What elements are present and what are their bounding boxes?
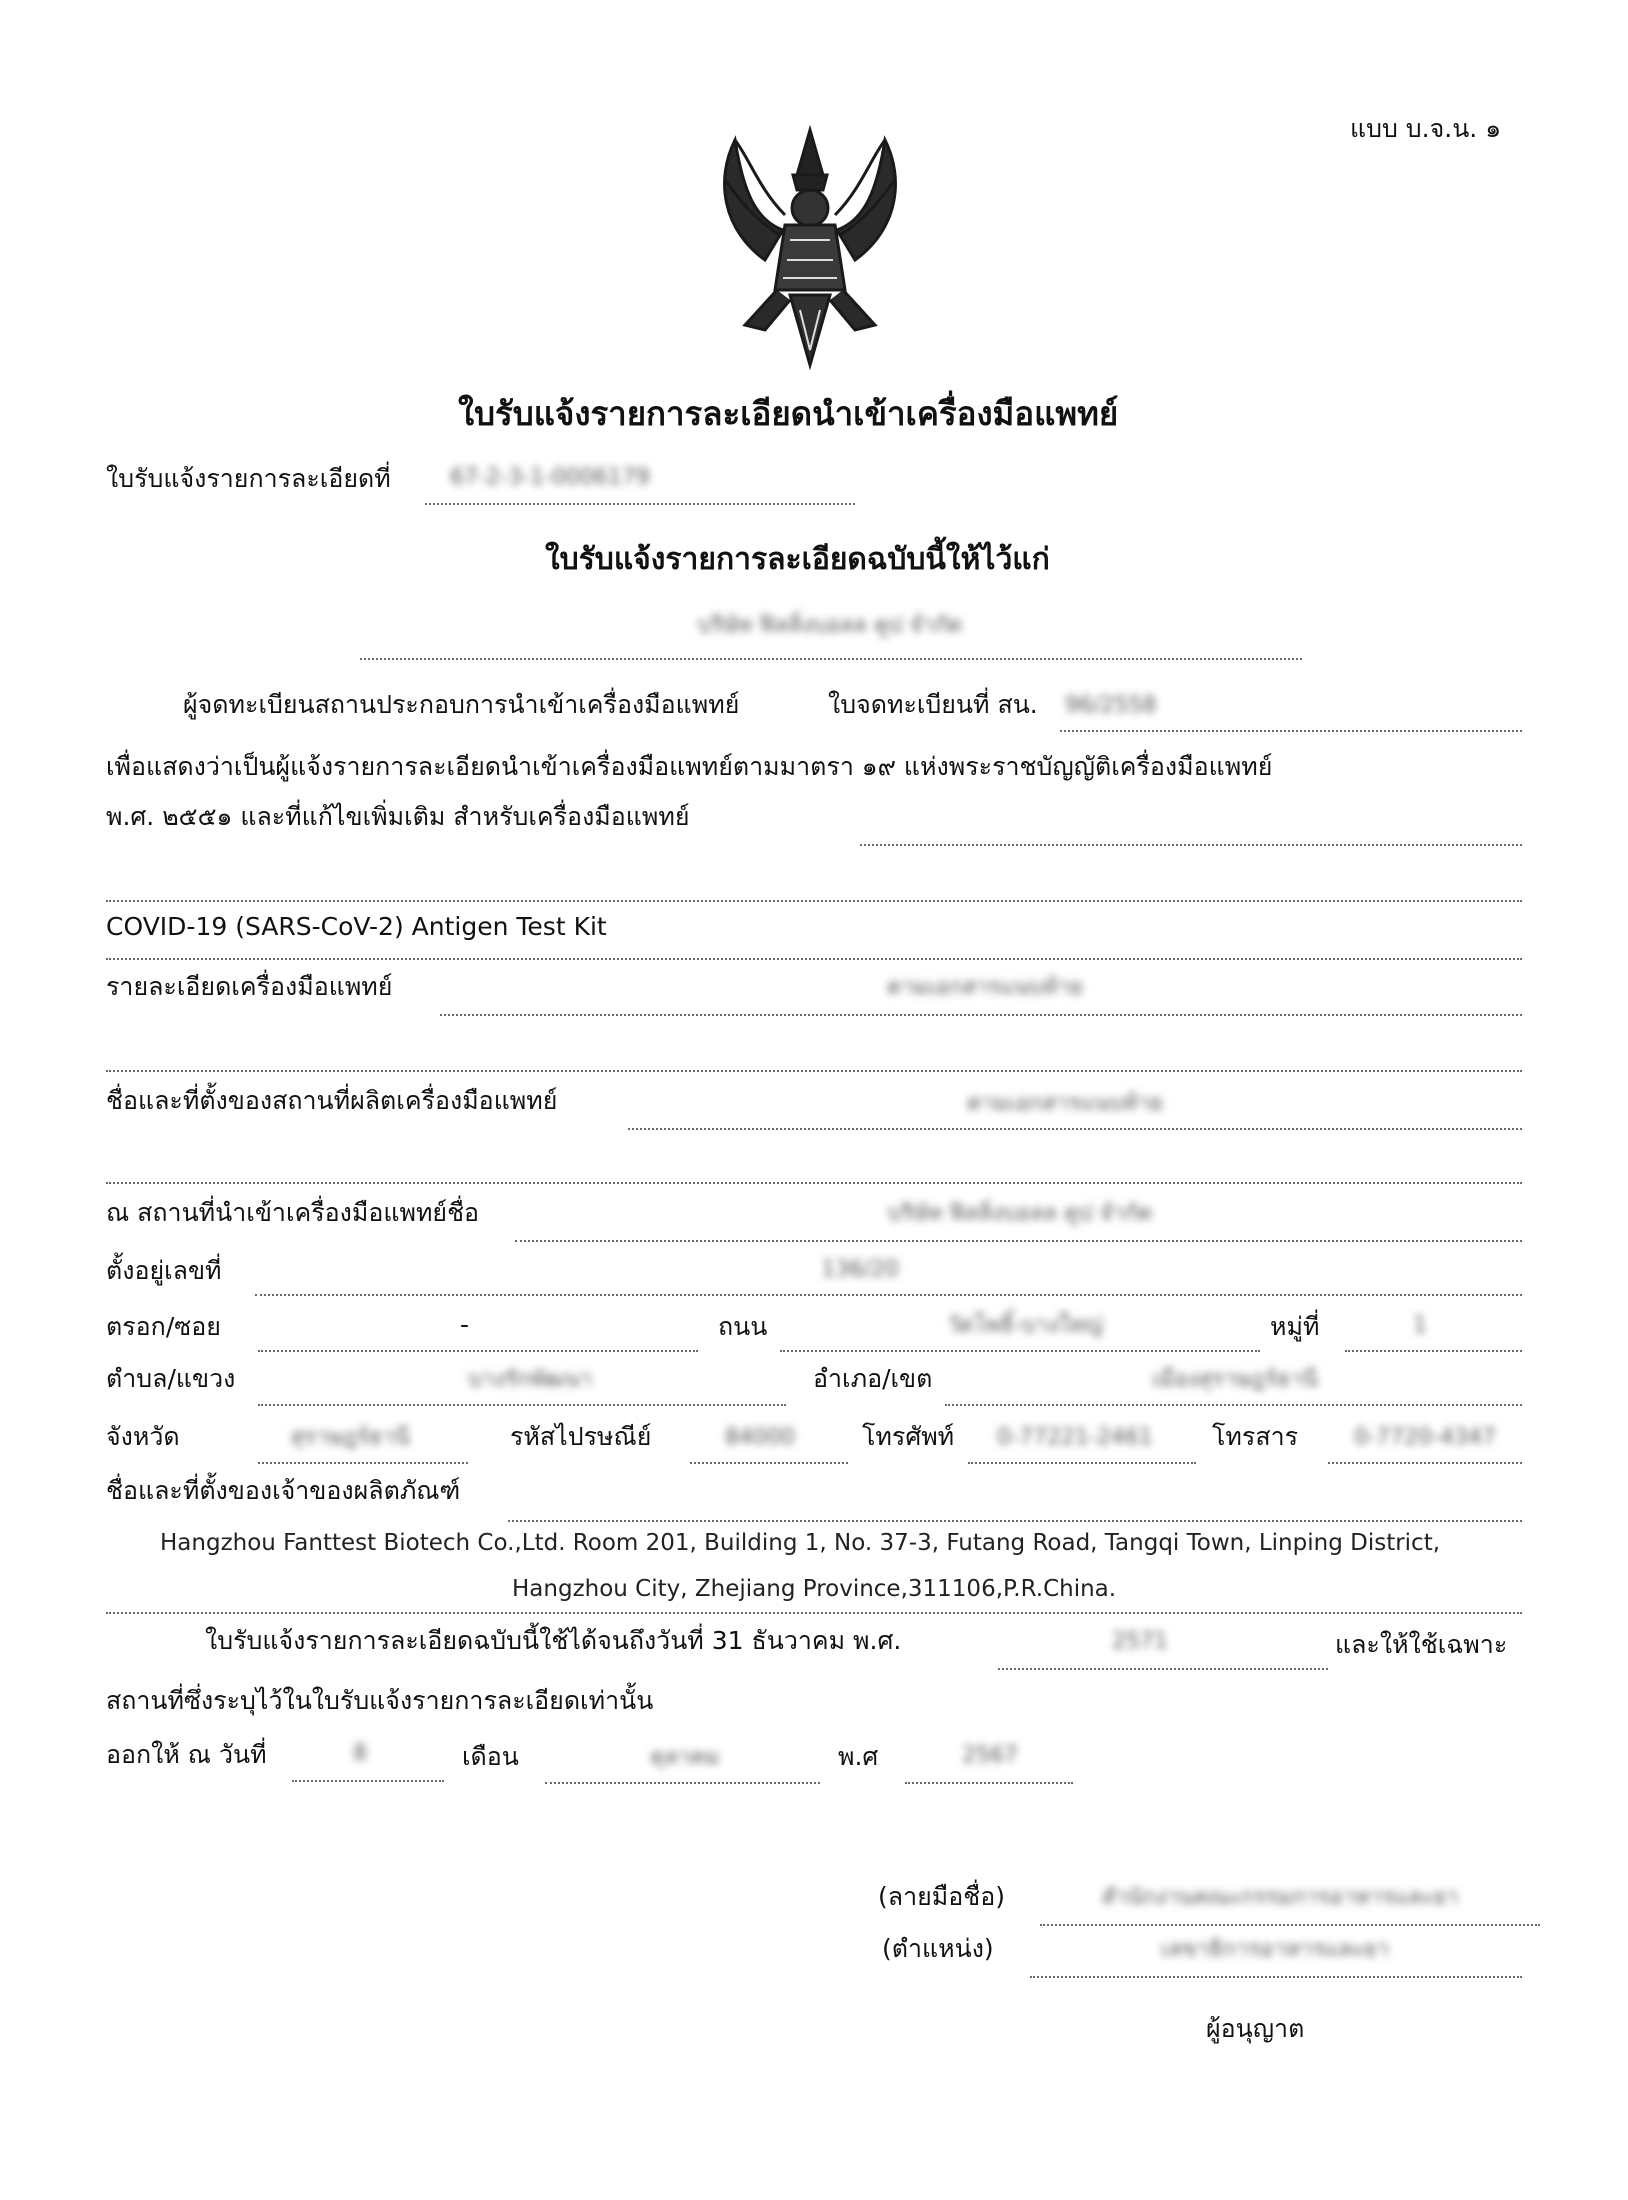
document-title: ใบรับแจ้งรายการละเอียดนำเข้าเครื่องมือแพทย์	[458, 394, 1119, 433]
owner-line-2	[106, 1612, 1522, 1614]
validity-text: ใบรับแจ้งรายการละเอียดฉบับนี้ใช้ได้จนถึงวันที่ 31 ธันวาคม พ.ศ.	[205, 1626, 902, 1655]
road-value: วัดโพธิ์-บางใหญ่	[947, 1313, 1103, 1338]
import-site-label: ณ สถานที่นำเข้าเครื่องมือแพทย์ชื่อ	[106, 1198, 480, 1227]
garuda-emblem-icon	[705, 120, 915, 370]
issued-month-line	[545, 1782, 820, 1784]
district-label: อำเภอ/เขต	[813, 1364, 933, 1393]
license-line	[1060, 730, 1522, 732]
position-label: (ตำแหน่ง)	[882, 1934, 994, 1963]
subdistrict-line	[258, 1404, 786, 1406]
issued-month: ตุลาคม	[650, 1745, 720, 1770]
address-number-line	[255, 1294, 1522, 1296]
phone-line	[968, 1462, 1196, 1464]
owner-line	[508, 1520, 1522, 1522]
sign-line	[1040, 1924, 1540, 1926]
phone-value: 0-77221-2461	[997, 1425, 1153, 1450]
device-line-2	[106, 900, 1522, 902]
postcode-line	[690, 1462, 848, 1464]
address-number-label: ตั้งอยู่เลขที่	[106, 1256, 222, 1285]
owner-address-line-2: Hangzhou City, Zhejiang Province,311106,P.R.China.	[512, 1576, 1117, 1602]
postcode-value: 84000	[725, 1425, 795, 1450]
soi-label: ตรอก/ซอย	[106, 1312, 221, 1341]
sign-label: (ลายมือชื่อ)	[878, 1882, 1005, 1911]
province-value: สุราษฎร์ธานี	[290, 1425, 410, 1450]
moo-value: 1	[1413, 1313, 1427, 1338]
paragraph-line-2: พ.ศ. ๒๕๕๑ และที่แก้ไขเพิ่มเติม สำหรับเครื่องมือแพทย์	[106, 802, 690, 831]
moo-label: หมู่ที่	[1270, 1312, 1320, 1341]
subdistrict-label: ตำบล/แขวง	[106, 1364, 236, 1393]
manufacturer-value: ตามเอกสารแนบท้าย	[967, 1091, 1163, 1116]
road-line	[780, 1350, 1260, 1352]
company-line	[360, 658, 1302, 660]
province-line	[258, 1462, 468, 1464]
issued-day: 8	[353, 1741, 367, 1766]
registrar-text: ผู้จดทะเบียนสถานประกอบการนำเข้าเครื่องมือแพทย์	[183, 690, 740, 719]
paragraph-line-1: เพื่อแสดงว่าเป็นผู้แจ้งรายการละเอียดนำเข้าเครื่องมือแพทย์ตามมาตรา ๑๙ แห่งพระราชบัญญัติเครื่องมือแพทย์	[106, 752, 1273, 781]
company-name: บริษัท ฟิลลิ่งบอลล คูป จำกัด	[697, 613, 963, 638]
import-site-line	[515, 1240, 1522, 1242]
issued-year: 2567	[962, 1743, 1018, 1768]
licensor-label: ผู้อนุญาต	[1206, 2014, 1305, 2043]
validity-tail: และให้ใช้เฉพาะ	[1335, 1630, 1508, 1659]
manufacturer-label: ชื่อและที่ตั้งของสถานที่ผลิตเครื่องมือแพทย์	[106, 1086, 558, 1115]
license-value: 96/2558	[1065, 693, 1157, 718]
province-label: จังหวัด	[106, 1422, 180, 1451]
device-detail-label: รายละเอียดเครื่องมือแพทย์	[106, 972, 393, 1001]
issued-label: ออกให้ ณ วันที่	[106, 1740, 267, 1769]
manufacturer-line	[628, 1128, 1522, 1130]
road-label: ถนน	[718, 1312, 768, 1341]
receipt-no-line	[425, 503, 855, 505]
issued-year-line	[905, 1782, 1073, 1784]
owner-address-line-1: Hangzhou Fanttest Biotech Co.,Ltd. Room 201, Building 1, No. 37-3, Futang Road, Tangqi Town, Linping District,	[160, 1530, 1441, 1556]
soi-line	[258, 1350, 698, 1352]
address-number-value: 136/20	[821, 1257, 899, 1282]
manufacturer-line-2	[106, 1182, 1522, 1184]
device-name: COVID-19 (SARS-CoV-2) Antigen Test Kit	[106, 912, 607, 941]
form-code: แบบ บ.จ.น. ๑	[1350, 114, 1502, 143]
license-label: ใบจดทะเบียนที่ สน.	[828, 690, 1038, 719]
device-detail-line	[440, 1014, 1522, 1016]
device-detail-line-2	[106, 1070, 1522, 1072]
soi-value: -	[460, 1310, 470, 1339]
receipt-no-value: 67-2-3-1-0006179	[450, 465, 650, 490]
issued-year-label: พ.ศ	[838, 1742, 879, 1771]
subdistrict-value: บางรักพัฒนา	[468, 1367, 592, 1392]
issued-to-heading: ใบรับแจ้งรายการละเอียดฉบับนี้ให้ไว้แก่	[545, 542, 1050, 577]
import-site-value: บริษัท ฟิลลิ่งบอลล คูป จำกัด	[887, 1201, 1153, 1226]
issued-day-line	[292, 1780, 444, 1782]
device-line-1	[860, 844, 1522, 846]
position-line	[1030, 1976, 1522, 1978]
postcode-label: รหัสไปรษณีย์	[510, 1422, 652, 1451]
device-name-line	[106, 958, 1522, 960]
owner-label: ชื่อและที่ตั้งของเจ้าของผลิตภัณฑ์	[106, 1476, 461, 1505]
fax-line	[1328, 1462, 1522, 1464]
device-detail-value: ตามเอกสารแนบท้าย	[887, 975, 1083, 1000]
sign-value: สำนักงานคณะกรรมการอาหารและยา	[1101, 1885, 1459, 1910]
moo-line	[1345, 1350, 1522, 1352]
fax-label: โทรสาร	[1212, 1422, 1299, 1451]
district-value: เมืองสุราษฎร์ธานี	[1152, 1367, 1318, 1392]
validity-year: 2571	[1112, 1629, 1168, 1654]
phone-label: โทรศัพท์	[862, 1422, 955, 1451]
validity-year-line	[998, 1668, 1328, 1670]
district-line	[945, 1404, 1522, 1406]
issued-month-label: เดือน	[462, 1742, 519, 1771]
validity-line-2: สถานที่ซึ่งระบุไว้ในใบรับแจ้งรายการละเอียดเท่านั้น	[106, 1686, 654, 1715]
position-value: เลขาธิการอาหารและยา	[1160, 1937, 1390, 1962]
receipt-no-label: ใบรับแจ้งรายการละเอียดที่	[106, 464, 391, 493]
fax-value: 0-7720-4347	[1354, 1425, 1496, 1450]
